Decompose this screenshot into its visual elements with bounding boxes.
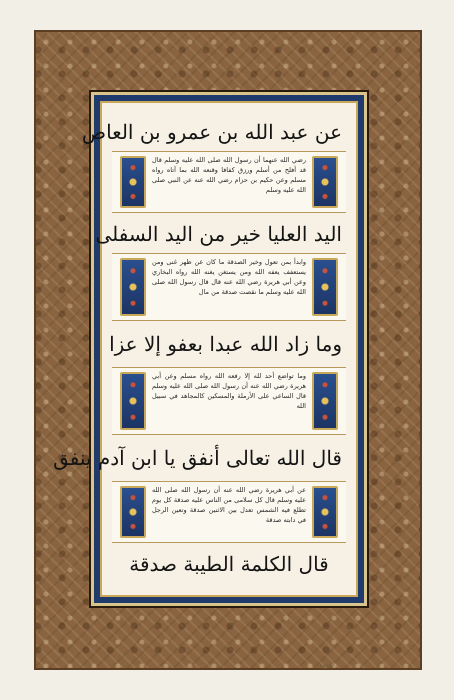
headline-4: قال الله تعالى أنفق يا ابن آدم ينفق: [53, 446, 342, 470]
ornament-tile-icon: [120, 156, 146, 208]
headline-1: عن عبد الله بن عمرو بن العاص: [81, 120, 342, 144]
ornament-tile-icon: [312, 372, 338, 430]
hadith-block-3: [112, 367, 346, 435]
panel-inner: [53, 101, 358, 671]
ornament-tile-icon: [312, 486, 338, 538]
panel-content: [53, 103, 356, 671]
hadith-text-1: رضي الله عنهما أن رسول الله صلى الله عليه وسلم قال قد أفلح من أسلم ورزق كفافا وقنعه الله بما آتاه رواه مسلم وعن حكيم بن حزام رضي الله عنه عن النبي صلى الله عليه وسلم: [152, 156, 306, 194]
ornament-tile-icon: [120, 486, 146, 538]
hadith-block-1: [112, 151, 346, 213]
headline-2: اليد العليا خير من اليد السفلى: [95, 222, 342, 246]
calligraphy-panel: [53, 95, 364, 671]
ornament-tile-icon: [312, 258, 338, 316]
ornament-tile-icon: [120, 258, 146, 316]
headline-3: وما زاد الله عبدا بعفو إلا عزا: [109, 332, 342, 356]
date-inscription: ١٤٢٧: [318, 663, 334, 671]
hadith-text-3: وما تواضع أحد لله إلا رفعه الله رواه مسلم وعن أبي هريرة رضي الله عنه أن رسول الله صلى الله عليه وسلم قال الساعي على الأرملة والمسكين كالمجاهد في سبيل الله: [152, 372, 306, 410]
hadith-block-4: [112, 481, 346, 543]
ornament-tile-icon: [312, 156, 338, 208]
hadith-text-2: وابدأ بمن تعول وخير الصدقة ما كان عن ظهر غنى ومن يستعفف يعفه الله ومن يستغن يغنه الله رواه البخاري وعن أبي هريرة رضي الله عنه قال قال رسول الله صلى الله عليه وسلم ما نقصت صدقة من مال: [152, 258, 306, 296]
headline-5: قال الكلمة الطيبة صدقة: [129, 552, 329, 576]
hadith-block-2: [112, 253, 346, 321]
hadith-text-4: عن أبي هريرة رضي الله عنه أن رسول الله صلى الله عليه وسلم قال كل سلامى من الناس عليه صدقة كل يوم تطلع فيه الشمس تعدل بين الاثنين صدقة وتعين الرجل في دابته صدقة: [152, 486, 306, 524]
ornament-tile-icon: [120, 372, 146, 430]
